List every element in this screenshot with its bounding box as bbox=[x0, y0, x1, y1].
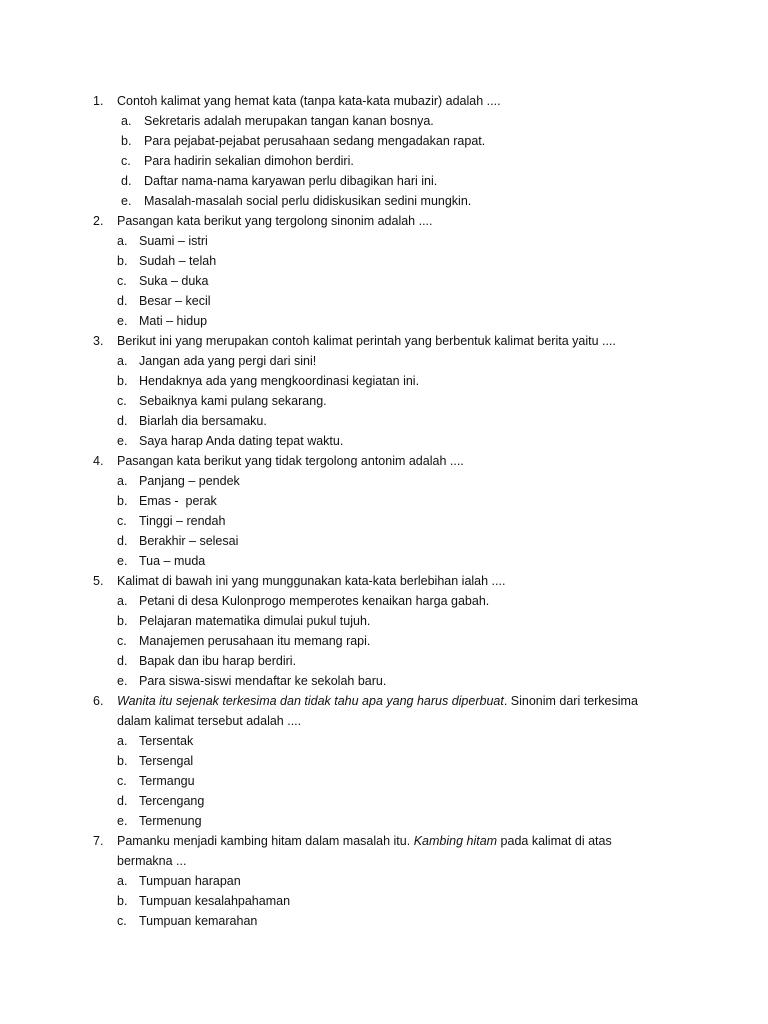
question-text: Pasangan kata berikut yang tidak tergolong antonim adalah .... bbox=[117, 454, 464, 468]
option-letter: a. bbox=[117, 474, 128, 488]
option-text: Suami – istri bbox=[139, 234, 208, 248]
question-text bbox=[117, 831, 612, 851]
question-text: Berikut ini yang merupakan contoh kalimat perintah yang berbentuk kalimat berita yaitu .... bbox=[117, 334, 616, 348]
option-text: Tersentak bbox=[139, 734, 194, 748]
option-text: Tumpuan kemarahan bbox=[139, 914, 258, 928]
question-text: Kalimat di bawah ini yang munggunakan kata-kata berlebihan ialah .... bbox=[117, 574, 506, 588]
option-text: Bapak dan ibu harap berdiri. bbox=[139, 654, 297, 668]
option-letter: e. bbox=[117, 554, 128, 568]
option-letter: c. bbox=[117, 634, 127, 648]
option-letter: b. bbox=[117, 494, 128, 508]
option-text: Tua – muda bbox=[139, 554, 206, 568]
option-letter: d. bbox=[117, 794, 128, 808]
question-number: 7. bbox=[93, 834, 104, 848]
option-text: Tumpuan harapan bbox=[139, 874, 241, 888]
question-number: 3. bbox=[93, 334, 104, 348]
option-letter: b. bbox=[121, 134, 132, 148]
option-text: Termangu bbox=[139, 774, 195, 788]
option-text: Berakhir – selesai bbox=[139, 534, 239, 548]
option-letter: c. bbox=[117, 394, 127, 408]
option-text: Hendaknya ada yang mengkoordinasi kegiatan ini. bbox=[139, 374, 420, 388]
option-text: Suka – duka bbox=[139, 274, 209, 288]
option-text: Sebaiknya kami pulang sekarang. bbox=[139, 394, 327, 408]
option-letter: e. bbox=[117, 814, 128, 828]
option-letter: e. bbox=[117, 674, 128, 688]
option-letter: a. bbox=[117, 874, 128, 888]
option-text: Mati – hidup bbox=[139, 314, 208, 328]
option-text: Tercengang bbox=[139, 794, 205, 808]
question-text: Pasangan kata berikut yang tergolong sinonim adalah .... bbox=[117, 214, 433, 228]
option-letter: a. bbox=[117, 354, 128, 368]
option-letter: b. bbox=[117, 254, 128, 268]
option-letter: e. bbox=[117, 314, 128, 328]
option-letter: c. bbox=[121, 154, 131, 168]
option-text: Para siswa-siswi mendaftar ke sekolah baru. bbox=[139, 674, 387, 688]
option-letter: c. bbox=[117, 774, 127, 788]
option-letter: d. bbox=[117, 294, 128, 308]
option-text: Para pejabat-pejabat perusahaan sedang mengadakan rapat. bbox=[144, 134, 486, 148]
option-letter: a. bbox=[121, 114, 132, 128]
option-letter: d. bbox=[117, 414, 128, 428]
option-text: Sudah – telah bbox=[139, 254, 217, 268]
option-text: Besar – kecil bbox=[139, 294, 211, 308]
option-letter: b. bbox=[117, 754, 128, 768]
option-text: Tinggi – rendah bbox=[139, 514, 226, 528]
option-text: Biarlah dia bersamaku. bbox=[139, 414, 267, 428]
question-number: 1. bbox=[93, 94, 104, 108]
option-letter: b. bbox=[117, 894, 128, 908]
option-letter: d. bbox=[121, 174, 132, 188]
option-letter: a. bbox=[117, 734, 128, 748]
option-text: Para hadirin sekalian dimohon berdiri. bbox=[144, 154, 354, 168]
option-text: Pelajaran matematika dimulai pukul tujuh. bbox=[139, 614, 371, 628]
option-text: Tumpuan kesalahpahaman bbox=[139, 894, 291, 908]
option-letter: d. bbox=[117, 534, 128, 548]
question-number: 6. bbox=[93, 694, 104, 708]
option-letter: a. bbox=[117, 594, 128, 608]
option-text: Masalah-masalah social perlu didiskusikan sedini mungkin. bbox=[144, 194, 472, 208]
question-text: bermakna ... bbox=[117, 854, 187, 868]
question-italic-text: Wanita itu sejenak terkesima dan tidak tahu apa yang harus diperbuat bbox=[117, 694, 504, 708]
option-letter: a. bbox=[117, 234, 128, 248]
option-text: Termenung bbox=[139, 814, 202, 828]
option-text: Saya harap Anda dating tepat waktu. bbox=[139, 434, 344, 448]
question-number: 2. bbox=[93, 214, 104, 228]
option-letter: b. bbox=[117, 374, 128, 388]
option-letter: c. bbox=[117, 914, 127, 928]
option-text: Emas - perak bbox=[139, 494, 217, 508]
option-letter: e. bbox=[117, 434, 128, 448]
question-text bbox=[117, 691, 638, 711]
option-letter: e. bbox=[121, 194, 132, 208]
option-letter: b. bbox=[117, 614, 128, 628]
option-text: Jangan ada yang pergi dari sini! bbox=[139, 354, 317, 368]
option-letter: c. bbox=[117, 274, 127, 288]
option-text: Panjang – pendek bbox=[139, 474, 240, 488]
option-letter: c. bbox=[117, 514, 127, 528]
question-number: 4. bbox=[93, 454, 104, 468]
question-pre-text: Pamanku menjadi kambing hitam dalam masalah itu. bbox=[117, 834, 414, 848]
question-number: 5. bbox=[93, 574, 104, 588]
option-text: Manajemen perusahaan itu memang rapi. bbox=[139, 634, 371, 648]
question-text: dalam kalimat tersebut adalah .... bbox=[117, 714, 302, 728]
option-text: Daftar nama-nama karyawan perlu dibagikan hari ini. bbox=[144, 174, 438, 188]
question-post-text: pada kalimat di atas bbox=[497, 834, 612, 848]
option-letter: d. bbox=[117, 654, 128, 668]
option-text: Petani di desa Kulonprogo memperotes kenaikan harga gabah. bbox=[139, 594, 490, 608]
option-text: Tersengal bbox=[139, 754, 194, 768]
question-text: Contoh kalimat yang hemat kata (tanpa kata-kata mubazir) adalah .... bbox=[117, 94, 501, 108]
question-rest-text: . Sinonim dari terkesima bbox=[503, 694, 638, 708]
question-italic-text: Kambing hitam bbox=[413, 834, 498, 848]
option-text: Sekretaris adalah merupakan tangan kanan bosnya. bbox=[144, 114, 434, 128]
